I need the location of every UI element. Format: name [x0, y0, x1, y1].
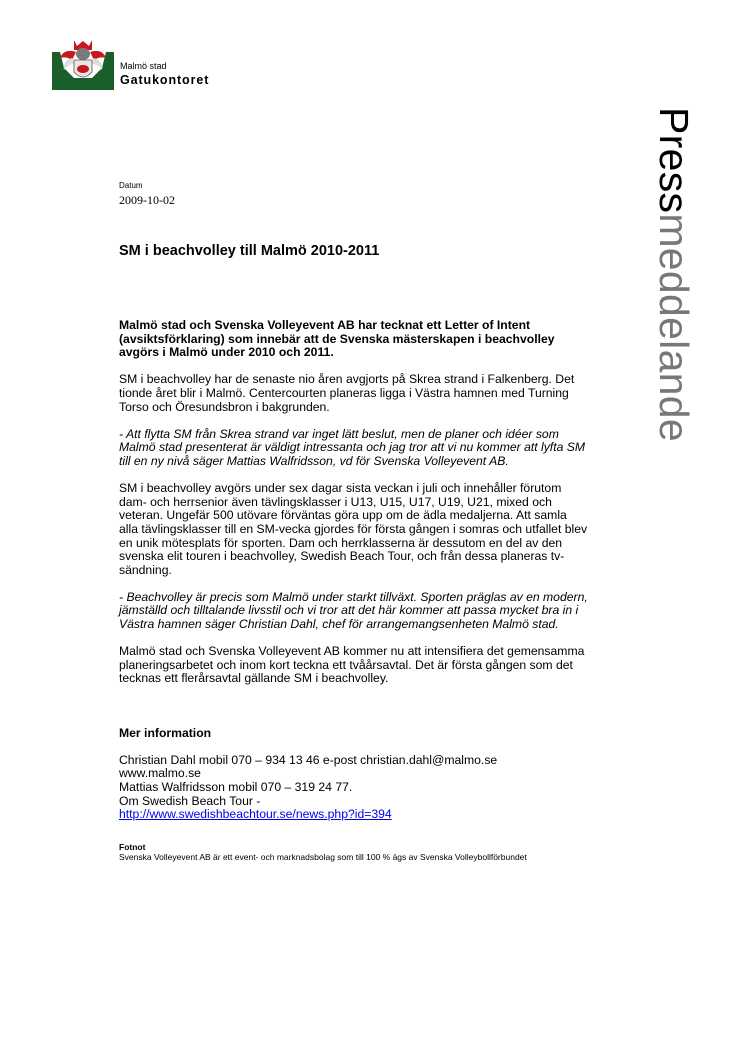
page-title: SM i beachvolley till Malmö 2010-2011 [119, 243, 380, 259]
paragraph-2: SM i beachvolley avgörs under sex dagar sista veckan i juli och innehåller förutom dam- och herrsenior även tävlingsklasser i U13, U15, U17, U19, U21, mixed och veteran. Ungefär 500 utövare förväntas göra upp om de ädla medaljerna. Att samla alla tävlingsklasser till en SM-vecka gjordes för första gången i somras och utfallet blev en unik mötesplats för sporten. Dam och herrklasserna är dessutom en del av den svenska elit touren i beachvolley, Swedish Beach Tour, och från dessa planeras tv-sändning. [119, 481, 588, 577]
date-value: 2009-10-02 [119, 193, 175, 207]
paragraph-3-line-1: Malmö stad och Svenska Volleyevent AB kommer nu att intensifiera det gemensamma [119, 644, 585, 659]
paragraph-1: SM i beachvolley har de senaste nio åren avgjorts på Skrea strand i Falkenberg. Det tionde året blir i Malmö. Centercourten planeras ligga i Västra hamnen med Turning Torso och Öresundsbron i bakgrunden. [119, 372, 575, 414]
side-title-light: meddelande [651, 213, 697, 442]
footnote-text: Svenska Volleyevent AB är ett event- och marknadsbolag som till 100 % ägs av Svenska Volleybollförbundet [119, 851, 527, 862]
website-text: www.malmo.se [119, 766, 201, 781]
paragraph-3-line-2: planeringsarbetet och inom kort teckna ett tvåårsavtal. Det är första gången som det tecknas ett flerårsavtal gällande SM i beachvolley. [119, 657, 573, 686]
article-body [119, 319, 589, 862]
date-label: Datum [119, 181, 143, 190]
contact-mattias: Mattias Walfridsson mobil 070 – 319 24 77. [119, 780, 353, 794]
quote-1: - Att flytta SM från Skrea strand var inget lätt beslut, men de planer och idéer som Malmö stad presenterat är väldigt intressanta och jag tror att vi nu kommer att lyfta SM till en ny nivå säger Mattias Walfridsson, vd för Svenska Volleyevent AB. [119, 426, 586, 468]
contact-christian: Christian Dahl mobil 070 – 934 13 46 e-post christian.dahl@malmo.se [119, 752, 498, 767]
malmo-coat-of-arms-icon [52, 38, 114, 90]
org-city: Malmö stad [120, 61, 167, 71]
side-title [651, 107, 697, 442]
tour-label: Om Swedish Beach Tour - [119, 793, 261, 808]
paragraph-3 [119, 645, 589, 686]
footnote [119, 842, 589, 862]
more-info-heading: Mer information [119, 725, 212, 740]
lead-paragraph: Malmö stad och Svenska Volleyevent AB har tecknat ett Letter of Intent (avsiktsförklaring) som innebär att de Svenska mästerskapen i beachvolley avgörs i Malmö under 2010 och 2011. [119, 318, 555, 360]
tour-link[interactable]: http://www.swedishbeachtour.se/news.php?id=394 [119, 807, 392, 822]
org-department: Gatukontoret [120, 73, 210, 87]
quote-2: - Beachvolley är precis som Malmö under starkt tillväxt. Sporten präglas av en modern, jämställd och tilltalande livsstil och vi tror att det här kommer att passa mycket bra in i Västra hamnen säger Christian Dahl, chef för arrangemangsenheten Malmö stad. [119, 589, 588, 632]
footnote-heading: Fotnot [119, 841, 146, 852]
organization-block [120, 61, 209, 88]
side-title-dark: Press [651, 107, 697, 214]
